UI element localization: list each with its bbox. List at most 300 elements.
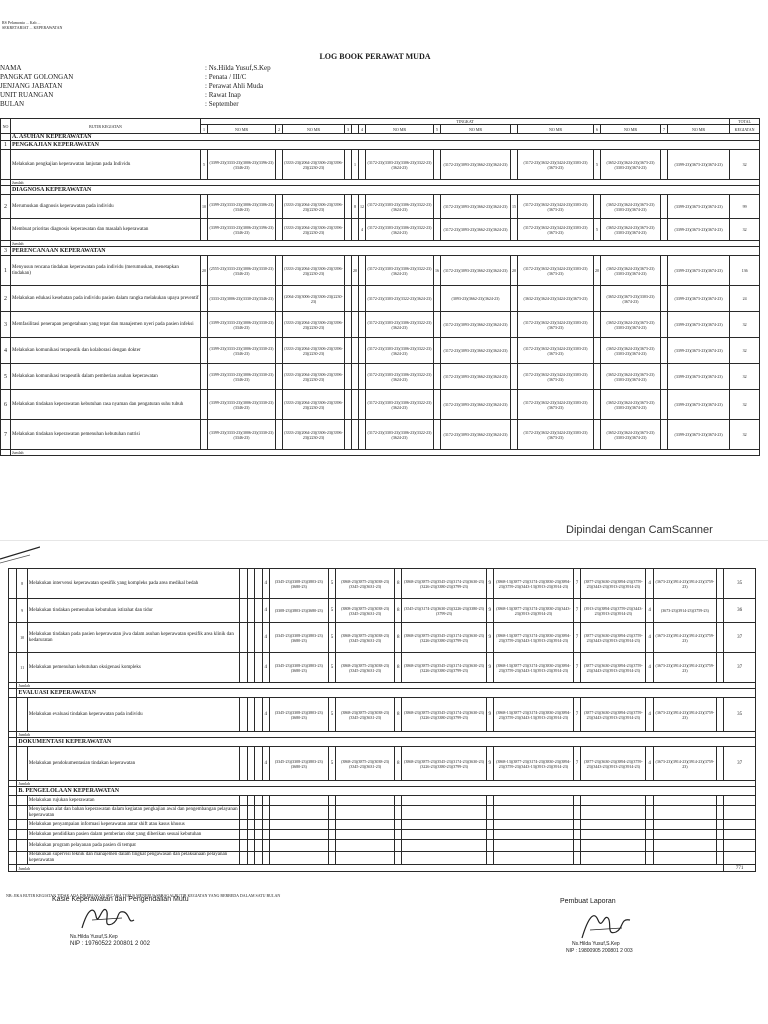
activity-row xyxy=(1,219,760,241)
info-value: : September xyxy=(205,100,239,108)
col-header-butir: BUTIR KEGIATAN xyxy=(11,119,201,134)
activity-row xyxy=(1,195,760,219)
count-cell: 20 xyxy=(594,256,601,286)
row-number xyxy=(1,219,11,241)
count-cell xyxy=(345,150,352,180)
count-cell xyxy=(201,219,208,241)
count-cell xyxy=(594,390,601,420)
count-cell xyxy=(345,420,352,450)
count-cell xyxy=(402,806,486,820)
group-title: DIAGNOSA KEPERAWATAN xyxy=(11,186,760,195)
row-total: 24 xyxy=(730,286,760,312)
count-cell: 20 xyxy=(511,256,518,286)
count-cell xyxy=(594,312,601,338)
count-cell xyxy=(247,852,254,865)
mr-cell: (3399-23)(3673-23)(3674-23) xyxy=(668,256,730,286)
count-cell xyxy=(201,312,208,338)
tingkat-col: NO MR xyxy=(283,125,345,134)
count-cell xyxy=(247,623,254,653)
mr-cell: (3172-23)(3303-23)(3306-23)(3322-23)(3624-23) xyxy=(366,364,434,390)
activity-description: Melakukan tindakan keperawatan kebutuhan rasa nyaman dan pengaturan suhu tubuh xyxy=(11,390,201,420)
mr-cell: (3172-23)(3093-23)(3662-23)(3624-23) xyxy=(441,364,511,390)
logbook-table-page-1 xyxy=(0,118,760,456)
count-cell xyxy=(276,286,283,312)
count-cell xyxy=(255,569,262,599)
count-cell xyxy=(493,806,573,820)
activity-description: Melakukan pendokumentasian tindakan keperawatan xyxy=(27,747,240,781)
count-cell xyxy=(511,150,518,180)
count-cell xyxy=(240,852,247,865)
count-cell: 5 xyxy=(328,698,335,732)
row-total: 136 xyxy=(730,256,760,286)
mr-cell: (3868-23)(3875-23)(3545-23)(3174-23)(3630-23)(3226-23)(3380-23)(3799-23) xyxy=(402,747,486,781)
count-cell xyxy=(653,852,716,865)
mr-cell: (3868-13)(3877-23)(3174-23)(3830-23)(3894-23)(3759-23)(3443-13)(3913-23)(3914-23) xyxy=(493,623,573,653)
count-cell xyxy=(716,747,723,781)
empty-cell xyxy=(9,840,17,852)
page-separator xyxy=(0,540,768,541)
mr-cell: (3399-23)(3673-23)(3674-23) xyxy=(668,195,730,219)
count-cell: 7 xyxy=(573,698,580,732)
count-cell xyxy=(402,852,486,865)
count-cell xyxy=(359,390,366,420)
tingkat-col-empty xyxy=(352,125,359,134)
count-cell xyxy=(716,599,723,623)
count-cell xyxy=(653,806,716,820)
count-cell: 8 xyxy=(352,195,359,219)
row-number xyxy=(17,852,28,865)
count-cell xyxy=(716,852,723,865)
mr-cell: (3172-23)(3632-23)(3424-23)(3303-23)(3673-23) xyxy=(518,338,594,364)
count-cell xyxy=(402,796,486,806)
tingkat-col: NO MR xyxy=(518,125,594,134)
count-cell xyxy=(434,219,441,241)
mr-cell: (3399-23)(3333-23)(3006-23)(3330-23)(3346-23) xyxy=(208,420,276,450)
count-cell: 4 xyxy=(262,569,269,599)
count-cell xyxy=(352,420,359,450)
left-signature-scribble xyxy=(72,902,142,934)
activity-row xyxy=(1,286,760,312)
row-number xyxy=(17,830,28,840)
mr-cell: (3652-23)(3624-23)(3673-23)(3303-23)(3674-23) xyxy=(601,364,661,390)
count-cell xyxy=(661,256,668,286)
count-cell: 9 xyxy=(486,698,493,732)
mr-cell: (3868-13)(3877-23)(3174-23)(3830-23)(3894-23)(3759-23)(3443-13)(3913-23)(3914-23) xyxy=(493,747,573,781)
count-cell xyxy=(247,830,254,840)
activity-row xyxy=(1,390,760,420)
mr-cell: (3808-23)(3875-23)(3038-23)(3345-23)(3631-23) xyxy=(336,599,395,623)
mr-cell: (3333-23)(2064-23)(3306-23)(3396-23)(2230-23) xyxy=(283,150,345,180)
count-cell xyxy=(581,820,646,830)
activity-row xyxy=(1,312,760,338)
count-cell xyxy=(276,420,283,450)
count-cell xyxy=(402,830,486,840)
count-cell xyxy=(255,747,262,781)
mr-cell: (3877-23)(3630-23)(3894-23)(3759-23)(3443-23)(3913-23)(3914-23) xyxy=(581,623,646,653)
count-cell xyxy=(359,150,366,180)
count-cell xyxy=(269,796,328,806)
count-cell xyxy=(395,806,402,820)
count-cell xyxy=(276,219,283,241)
count-cell: 5 xyxy=(328,747,335,781)
mr-cell: (3172-23)(3303-23)(3306-23)(3322-23)(3624-23) xyxy=(366,338,434,364)
activity-description: Melakukan rujukan keperawatan xyxy=(27,796,240,806)
col-header-total: TOTAL xyxy=(730,119,760,125)
info-value: : Rawat Inap xyxy=(205,91,241,99)
count-cell: 1 xyxy=(352,150,359,180)
count-cell xyxy=(511,312,518,338)
count-cell xyxy=(581,796,646,806)
count-cell xyxy=(201,420,208,450)
count-cell xyxy=(255,852,262,865)
count-cell xyxy=(493,852,573,865)
activity-description: Melakukan program pelayanan pada pasien di tempat xyxy=(27,840,240,852)
count-cell: 4 xyxy=(646,569,653,599)
row-total: 32 xyxy=(730,312,760,338)
count-cell xyxy=(716,653,723,683)
activity-description: Melakukan penyampaian informasi keperawatan antar shift atau kasus khusus xyxy=(27,820,240,830)
count-cell xyxy=(201,390,208,420)
count-cell xyxy=(262,806,269,820)
left-signature-nip: NIP : 19760522 200801 2 002 xyxy=(70,941,150,947)
empty-cell xyxy=(9,852,17,865)
row-total: 32 xyxy=(730,420,760,450)
section-row xyxy=(9,787,756,796)
mr-cell: (3172-23)(3093-23)(3662-23)(3624-23) xyxy=(441,195,511,219)
jumlah-row xyxy=(1,450,760,456)
group-title: PENGKAJIAN KEPERAWATAN xyxy=(11,141,760,150)
empty-cell xyxy=(9,653,17,683)
row-total: 32 xyxy=(730,390,760,420)
group-title: PERENCANAAN KEPERAWATAN xyxy=(11,247,760,256)
count-cell xyxy=(247,599,254,623)
management-row xyxy=(9,840,756,852)
count-cell xyxy=(581,840,646,852)
count-cell xyxy=(328,820,335,830)
count-cell xyxy=(345,312,352,338)
tingkat-col: NO MR xyxy=(366,125,434,134)
count-cell xyxy=(240,569,247,599)
count-cell: 9 xyxy=(486,747,493,781)
tingkat-col: 2 xyxy=(276,125,283,134)
count-cell: 8 xyxy=(395,747,402,781)
count-cell: 20 xyxy=(352,256,359,286)
count-cell xyxy=(661,150,668,180)
count-cell: 4 xyxy=(262,698,269,732)
activity-row xyxy=(1,150,760,180)
mr-cell: (3345-23)(3308-23)(3803-23)(3680-23) xyxy=(269,623,328,653)
empty-cell xyxy=(1,134,11,141)
tingkat-col: 5 xyxy=(434,125,441,134)
jumlah-label: Jumlah xyxy=(11,241,760,247)
grand-total-row xyxy=(9,865,756,872)
count-cell xyxy=(402,840,486,852)
mr-cell: (3399-23)(3333-23)(3006-23)(3330-23)(3346-23) xyxy=(208,338,276,364)
count-cell xyxy=(716,806,723,820)
jumlah-label: Jumlah xyxy=(11,450,760,456)
count-cell xyxy=(581,852,646,865)
count-cell: 7 xyxy=(573,653,580,683)
mr-cell: (3399-23)(3673-23)(3674-23) xyxy=(668,364,730,390)
count-cell xyxy=(359,286,366,312)
group-row xyxy=(1,141,760,150)
count-cell xyxy=(395,830,402,840)
count-cell: 5 xyxy=(328,569,335,599)
count-cell: 4 xyxy=(646,599,653,623)
count-cell xyxy=(359,312,366,338)
activity-description: Melakukan evaluasi tindakan keperawatan pada individu xyxy=(27,698,240,732)
mr-cell: (3172-23)(3303-23)(3306-23)(3322-23)(3624-23) xyxy=(366,390,434,420)
mr-cell: (3333-23)(2064-23)(3306-23)(3396-23)(2230-23) xyxy=(283,312,345,338)
count-cell xyxy=(594,364,601,390)
count-cell xyxy=(486,830,493,840)
count-cell xyxy=(255,599,262,623)
section-title: B. PENGELOLAAN KEPERAWATAN xyxy=(17,787,756,796)
row-total xyxy=(724,840,756,852)
count-cell: 5 xyxy=(328,623,335,653)
grand-total-value: 771 xyxy=(724,865,756,872)
count-cell xyxy=(359,338,366,364)
mr-cell: (3868-13)(3877-23)(3174-23)(3830-23)(3894-23)(3759-23)(3443-13)(3913-23)(3914-23) xyxy=(493,698,573,732)
logbook-table-page-2 xyxy=(8,568,756,872)
mr-cell: (3877-23)(3630-23)(3894-23)(3759-23)(3443-23)(3913-23)(3914-23) xyxy=(581,569,646,599)
count-cell: 7 xyxy=(573,569,580,599)
count-cell xyxy=(352,364,359,390)
count-cell: 4 xyxy=(359,219,366,241)
count-cell xyxy=(661,312,668,338)
row-total xyxy=(724,820,756,830)
row-number xyxy=(17,747,28,781)
logbook-table-body xyxy=(1,134,760,456)
tingkat-col: NO MR xyxy=(441,125,511,134)
mr-cell: (3652-23)(3624-23)(3673-23)(3303-23)(3674-23) xyxy=(601,195,661,219)
count-cell: 5 xyxy=(328,653,335,683)
mr-cell: (3652-23)(3673-23)(3303-23)(3674-23) xyxy=(601,286,661,312)
mr-cell: (3877-23)(3630-23)(3894-23)(3759-23)(3443-23)(3913-23)(3914-23) xyxy=(581,653,646,683)
institution-line-1: RS Pelamonia ... Kab ... xyxy=(2,20,41,25)
count-cell xyxy=(247,747,254,781)
jumlah-label: Jumlah xyxy=(17,683,756,689)
row-total: 99 xyxy=(730,195,760,219)
info-key: JENJANG JABATAN xyxy=(0,82,63,90)
count-cell xyxy=(336,830,395,840)
mr-cell: (3673-23)(3914-23)(3914-23)(3759-23) xyxy=(653,569,716,599)
count-cell xyxy=(328,840,335,852)
mr-cell: (3172-23)(3632-23)(3424-23)(3303-23)(3673-23) xyxy=(518,364,594,390)
info-value: : Ns.Hilda Yusuf,S.Kep xyxy=(205,64,271,72)
row-total: 37 xyxy=(724,653,756,683)
management-row xyxy=(9,820,756,830)
count-cell xyxy=(255,820,262,830)
count-cell xyxy=(486,840,493,852)
count-cell xyxy=(646,820,653,830)
count-cell: 4 xyxy=(262,599,269,623)
count-cell xyxy=(352,219,359,241)
row-total: 37 xyxy=(724,623,756,653)
info-value: : Perawat Ahli Muda xyxy=(205,82,264,90)
mr-cell: (3172-23)(3093-23)(3662-23)(3624-23) xyxy=(441,390,511,420)
footnote: NB: JIKA BUTIR KEGIATAN TIDAK ADA DIKERJAKAN SECARA TERUS MENERUS SEBAGAI BUTIR KEGIATAN YANG BERBEDA DALAM SATU BULAN xyxy=(6,893,281,898)
mr-cell: (3172-23)(3632-23)(3424-23)(3303-23)(3673-23) xyxy=(518,150,594,180)
count-cell: 4 xyxy=(262,623,269,653)
mr-cell: (3877-23)(3630-23)(3894-23)(3759-23)(3443-23)(3913-23)(3914-23) xyxy=(581,747,646,781)
count-cell: 8 xyxy=(395,698,402,732)
empty-cell xyxy=(9,806,17,820)
institution-header xyxy=(2,20,62,30)
mr-cell: (3172-23)(3303-23)(3322-23)(3624-23) xyxy=(366,286,434,312)
count-cell xyxy=(345,338,352,364)
right-signature-title: Pembuat Laporan xyxy=(560,898,616,905)
page-title: LOG BOOK PERAWAT MUDA xyxy=(319,52,431,61)
count-cell xyxy=(345,286,352,312)
mr-cell: (3399-23)(3333-23)(3006-23)(3396-23)(3346-23) xyxy=(208,219,276,241)
count-cell xyxy=(255,830,262,840)
row-total xyxy=(724,796,756,806)
mr-cell: (3652-23)(3624-23)(3673-23)(3303-23)(3674-23) xyxy=(601,150,661,180)
management-row xyxy=(9,852,756,865)
count-cell: 9 xyxy=(486,569,493,599)
mr-cell: (3673-23)(3914-23)(3914-23)(3759-23) xyxy=(653,623,716,653)
count-cell xyxy=(345,219,352,241)
empty-cell xyxy=(9,698,17,732)
mr-cell: (2064-23)(3006-23)(3306-23)(2230-23) xyxy=(283,286,345,312)
activity-row xyxy=(1,338,760,364)
activity-row xyxy=(9,747,756,781)
count-cell xyxy=(716,830,723,840)
info-key: BULAN xyxy=(0,100,25,108)
count-cell: 5 xyxy=(201,150,208,180)
empty-cell xyxy=(9,747,17,781)
count-cell xyxy=(434,390,441,420)
count-cell: 8 xyxy=(395,623,402,653)
count-cell xyxy=(201,286,208,312)
count-cell xyxy=(359,256,366,286)
section-row xyxy=(9,738,756,747)
left-signature-title: Kasie Keperawatan dan Pengendalian Mutu xyxy=(52,896,189,903)
count-cell: 10 xyxy=(201,195,208,219)
count-cell xyxy=(511,286,518,312)
count-cell xyxy=(352,312,359,338)
mr-cell: (3172-23)(3093-23)(3662-23)(3624-23) xyxy=(441,219,511,241)
count-cell xyxy=(328,806,335,820)
count-cell xyxy=(276,364,283,390)
empty-cell xyxy=(9,599,17,623)
count-cell: 9 xyxy=(486,653,493,683)
count-cell xyxy=(511,219,518,241)
mr-cell: (3868-13)(3877-23)(3174-23)(3830-23)(3894-23)(3759-23)(3443-13)(3913-23)(3914-23) xyxy=(493,569,573,599)
mr-cell: (3333-23)(2064-23)(3306-23)(3396-23)(2230-23) xyxy=(283,364,345,390)
count-cell xyxy=(247,840,254,852)
count-cell: 4 xyxy=(646,698,653,732)
mr-cell: (3399-23)(3673-23)(3674-23) xyxy=(668,420,730,450)
count-cell xyxy=(247,653,254,683)
count-cell xyxy=(269,840,328,852)
activity-description: Menyiapkan alat dan bahan keperawatan dalam kegiatan pengkajian awal dan pengembangan pelayanan keperawatan xyxy=(27,806,240,820)
count-cell xyxy=(269,806,328,820)
group-row xyxy=(1,247,760,256)
mr-cell: (3868-23)(3875-23)(3038-23)(3345-23)(3631-23) xyxy=(336,747,395,781)
row-number xyxy=(1,150,11,180)
count-cell xyxy=(255,806,262,820)
row-total: 37 xyxy=(724,747,756,781)
count-cell xyxy=(573,830,580,840)
mr-cell: (3172-23)(3303-23)(3306-23)(3322-23)(3624-23) xyxy=(366,219,434,241)
mr-cell: (3172-23)(3093-23)(3662-23)(3624-23) xyxy=(441,338,511,364)
row-total: 32 xyxy=(730,150,760,180)
mr-cell: (3399-23)(3673-23)(3674-23) xyxy=(668,338,730,364)
count-cell xyxy=(511,390,518,420)
empty-cell xyxy=(9,820,17,830)
mr-cell: (3399-23)(3333-23)(3006-23)(3330-23)(3346-23) xyxy=(208,390,276,420)
mr-cell: (3399-23)(3333-23)(3006-23)(3330-23)(3346-23) xyxy=(208,312,276,338)
count-cell xyxy=(573,806,580,820)
activity-description: Melakukan tindakan keperawatan pemenuhan kebutuhan nutrisi xyxy=(11,420,201,450)
row-total: 35 xyxy=(724,569,756,599)
count-cell xyxy=(276,312,283,338)
count-cell xyxy=(240,830,247,840)
count-cell xyxy=(345,195,352,219)
count-cell xyxy=(336,820,395,830)
count-cell xyxy=(661,364,668,390)
count-cell xyxy=(262,830,269,840)
count-cell xyxy=(395,852,402,865)
count-cell xyxy=(352,338,359,364)
count-cell xyxy=(240,840,247,852)
count-cell xyxy=(434,195,441,219)
activity-description: Melakukan pendidikan pasien dalam pemberian obat yang diberikan sesuai kebutuhan xyxy=(27,830,240,840)
count-cell xyxy=(646,830,653,840)
count-cell xyxy=(573,840,580,852)
activity-row xyxy=(9,623,756,653)
count-cell xyxy=(434,364,441,390)
mr-cell: (3172-23)(3303-23)(3306-23)(3322-23)(3624-23) xyxy=(366,256,434,286)
activity-description: Membuat prioritas diagnosis keperawatan dan masalah keperawatan xyxy=(11,219,201,241)
count-cell xyxy=(434,286,441,312)
count-cell xyxy=(716,796,723,806)
section-row xyxy=(9,689,756,698)
mr-cell: (3172-23)(3632-23)(3424-23)(3303-23)(3673-23) xyxy=(518,420,594,450)
count-cell xyxy=(345,256,352,286)
mr-cell: (3868-13)(3877-23)(3174-23)(3830-23)(3443-23)(3913-23)(3914-23) xyxy=(493,599,573,623)
count-cell xyxy=(434,312,441,338)
mr-cell: (3333-23)(2064-23)(3306-23)(3396-23)(2230-23) xyxy=(283,338,345,364)
count-cell xyxy=(247,698,254,732)
mr-cell: (3345-23)(3308-23)(3803-23)(3680-23) xyxy=(269,698,328,732)
info-key: UNIT RUANGAN xyxy=(0,91,54,99)
count-cell xyxy=(262,852,269,865)
count-cell xyxy=(359,420,366,450)
row-number: 3 xyxy=(1,312,11,338)
col-header-tingkat: TINGKAT xyxy=(201,119,730,125)
mr-cell: (3172-23)(3093-23)(3662-23)(3624-23) xyxy=(441,420,511,450)
empty-cell xyxy=(9,738,17,747)
tingkat-col: NO MR xyxy=(601,125,661,134)
count-cell xyxy=(240,698,247,732)
mr-cell: (3652-23)(3624-23)(3673-23)(3303-23)(3674-23) xyxy=(601,420,661,450)
count-cell xyxy=(594,338,601,364)
count-cell xyxy=(434,150,441,180)
count-cell xyxy=(661,219,668,241)
camscanner-watermark: Dipindai dengan CamScanner xyxy=(566,524,713,536)
row-number: 1 xyxy=(1,256,11,286)
activity-row xyxy=(9,599,756,623)
count-cell xyxy=(511,364,518,390)
mr-cell: (3652-23)(3624-23)(3673-23)(3303-23)(3674-23) xyxy=(601,256,661,286)
count-cell xyxy=(240,653,247,683)
count-cell xyxy=(345,390,352,420)
empty-cell xyxy=(9,569,17,599)
activity-description: Melakukan komunikasi terapeutik dalam pemberian asuhan keperawatan xyxy=(11,364,201,390)
